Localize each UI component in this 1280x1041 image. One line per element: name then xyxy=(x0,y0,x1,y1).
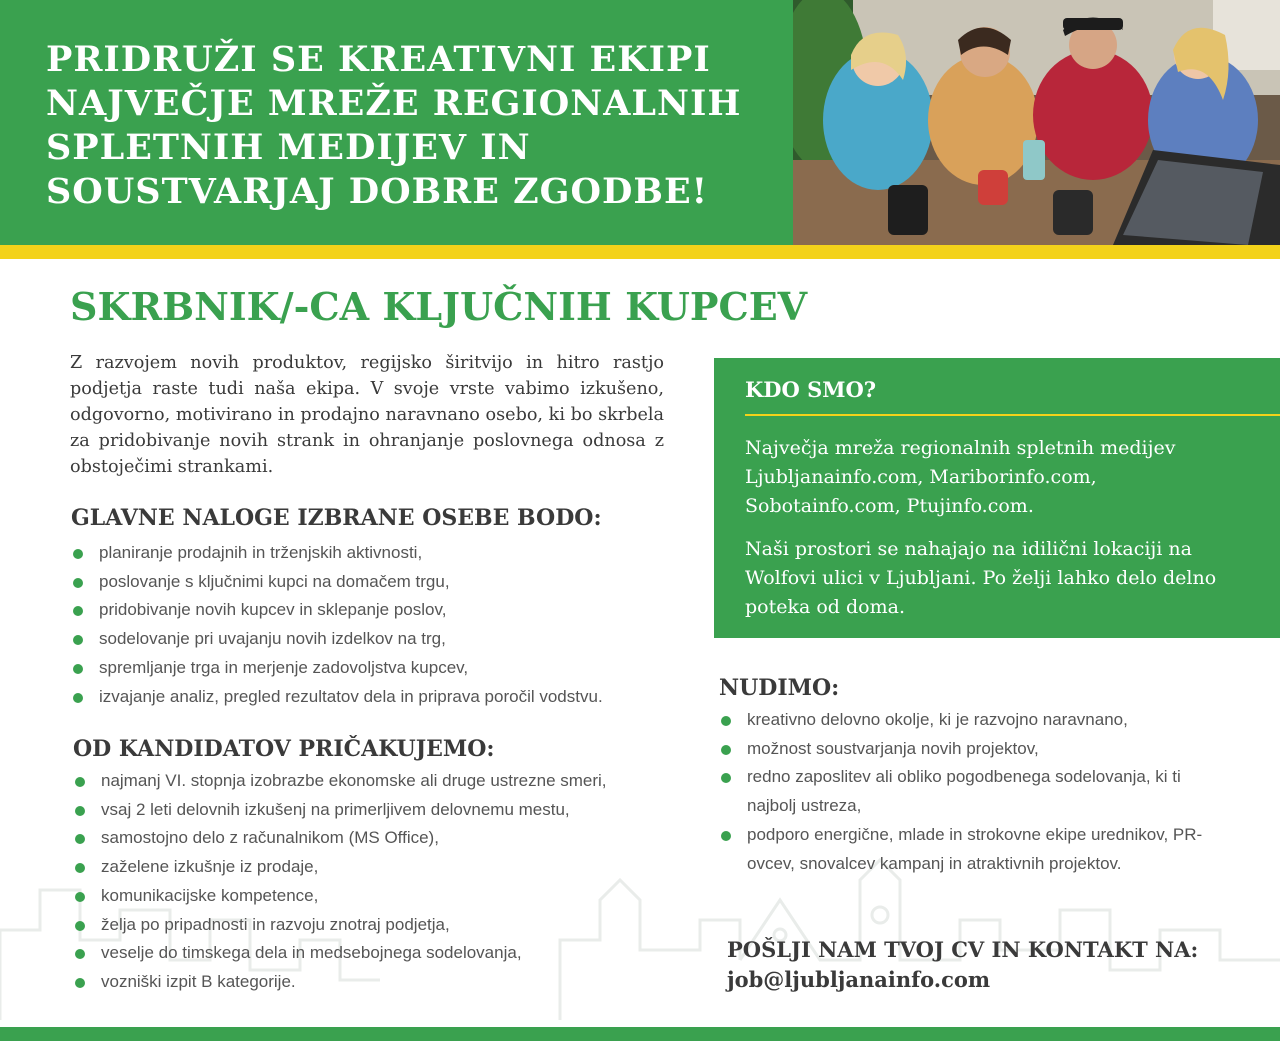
list-item: možnost soustvarjanja novih projektov, xyxy=(719,735,1219,764)
list-item: sodelovanje pri uvajanju novih izdelkov na trg, xyxy=(71,625,691,654)
list-item: kreativno delovno okolje, ki je razvojno naravnano, xyxy=(719,706,1219,735)
list-item: poslovanje s ključnimi kupci na domačem trgu, xyxy=(71,568,691,597)
hero-banner xyxy=(0,0,1280,245)
list-item: pridobivanje novih kupcev in sklepanje poslov, xyxy=(71,596,691,625)
offer-heading: NUDIMO: xyxy=(719,675,840,701)
intro-paragraph: Z razvojem novih produktov, regijsko širitvijo in hitro rastjo podjetja raste tudi naša ekipa. V svoje vrste vabimo izkušeno, odgovorno, motivirano in prodajno naravnano osebo, ki bo skrbela za pridobivanje novih strank in ohranjanje poslovnega odnosa z obstoječimi strankami. xyxy=(70,353,664,477)
contact-email: job@ljubljanainfo.com xyxy=(727,967,991,992)
list-item: želja po pripadnosti in razvoju znotraj podjetja, xyxy=(73,911,693,940)
list-item: samostojno delo z računalnikom (MS Office), xyxy=(73,824,693,853)
offer-list xyxy=(719,706,1219,878)
list-item: planiranje prodajnih in trženjskih aktivnosti, xyxy=(71,539,691,568)
about-paragraph-2: Naši prostori se nahajajo na idilični lokaciji na Wolfovi ulici v Ljubljani. Po želji lahko delo delno poteka od doma. xyxy=(745,538,1217,618)
tasks-heading: GLAVNE NALOGE IZBRANE OSEBE BODO: xyxy=(71,505,602,531)
requirements-list xyxy=(73,767,693,997)
list-item: veselje do timskega dela in medsebojnega sodelovanja, xyxy=(73,939,693,968)
list-item: podporo energične, mlade in strokovne ekipe urednikov, PR-ovcev, snovalcev kampanj in atraktivnih projektov. xyxy=(719,821,1219,878)
about-box xyxy=(714,358,1280,638)
list-item: zaželene izkušnje iz prodaje, xyxy=(73,853,693,882)
requirements-heading: OD KANDIDATOV PRIČAKUJEMO: xyxy=(73,736,495,762)
about-divider xyxy=(745,414,1280,416)
list-item: izvajanje analiz, pregled rezultatov dela in priprava poročil vodstvu. xyxy=(71,683,691,712)
list-item: vsaj 2 leti delovnih izkušenj na primerljivem delovnemu mestu, xyxy=(73,796,693,825)
list-item: spremljanje trga in merjenje zadovoljstva kupcev, xyxy=(71,654,691,683)
about-heading: KDO SMO? xyxy=(745,377,877,402)
hero-headline: PRIDRUŽI SE KREATIVNI EKIPI NAJVEČJE MREŽE REGIONALNIH SPLETNIH MEDIJEV IN SOUSTVARJAJ DOBRE ZGODBE! xyxy=(46,39,742,212)
accent-stripe xyxy=(0,245,1280,259)
list-item: najmanj VI. stopnja izobrazbe ekonomske ali druge ustrezne smeri, xyxy=(73,767,693,796)
about-paragraph-1: Največja mreža regionalnih spletnih medijev Ljubljanainfo.com, Mariborinfo.com, Sobotainfo.com, Ptujinfo.com. xyxy=(745,437,1176,517)
team-photo xyxy=(793,0,1280,245)
list-item: komunikacijske kompetence, xyxy=(73,882,693,911)
list-item: redno zaposlitev ali obliko pogodbenega sodelovanja, ki ti najbolj ustreza, xyxy=(719,763,1219,820)
footer-stripe xyxy=(0,1027,1280,1041)
job-title: SKRBNIK/-CA KLJUČNIH KUPCEV xyxy=(70,284,808,329)
tasks-list xyxy=(71,539,691,711)
contact-heading: POŠLJI NAM TVOJ CV IN KONTAKT NA: xyxy=(727,937,1199,962)
list-item: vozniški izpit B kategorije. xyxy=(73,968,693,997)
